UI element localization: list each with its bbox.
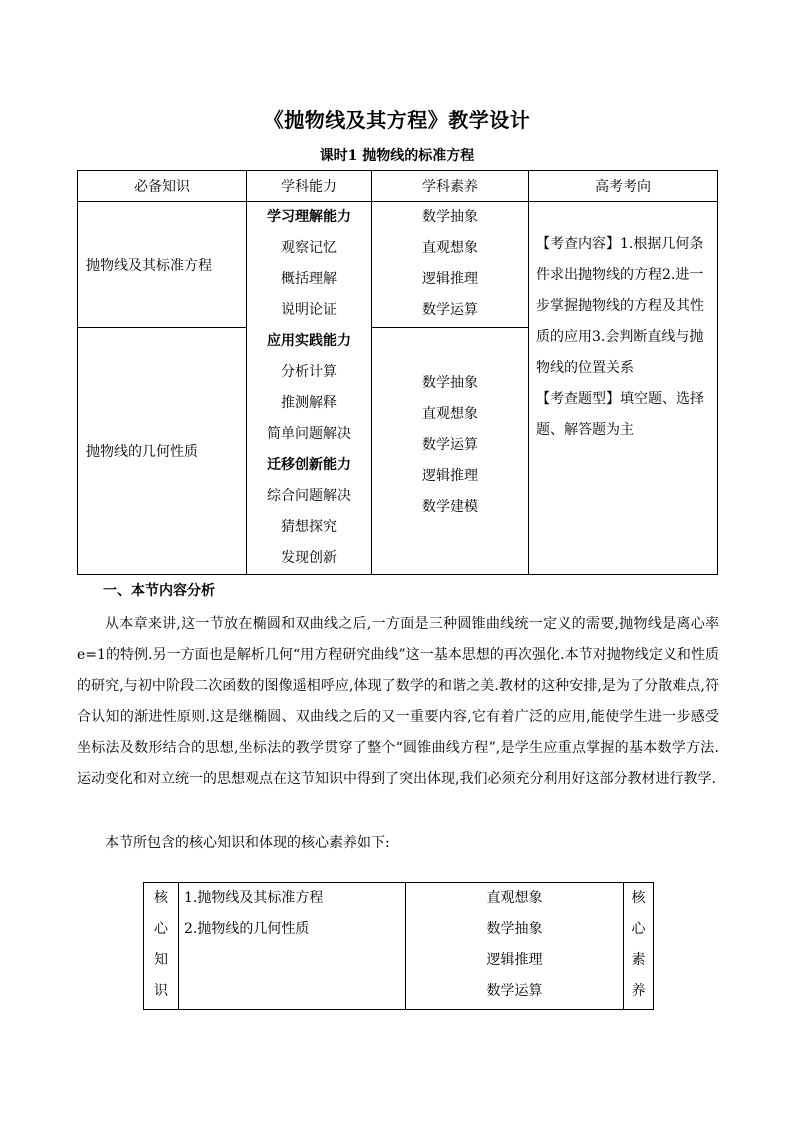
ability-item: 猜想探究 — [281, 519, 337, 535]
core-table — [143, 882, 654, 1010]
analysis-paragraph — [77, 609, 719, 795]
ability-item: 推测解释 — [281, 395, 337, 411]
exam-line: 题为主 — [592, 422, 634, 438]
label-char: 素 — [631, 952, 646, 968]
ability-item: 分析计算 — [281, 364, 337, 380]
exam-line: 线的方程 — [606, 267, 662, 283]
literacy-item: 直观想象 — [486, 890, 543, 906]
ability-item: 综合问题解决 — [267, 488, 351, 504]
label-char: 养 — [631, 983, 646, 999]
topic-cell: 抛物线及其标准方程 — [78, 202, 247, 328]
document-title: 《抛物线及其方程》教学设计 — [263, 108, 531, 132]
core-knowledge-list — [179, 883, 406, 1010]
table-header-row — [78, 171, 718, 202]
exam-line: 位置关系 — [578, 360, 634, 376]
ability-item: 观察记忆 — [281, 240, 337, 256]
ability-item: 应用实践能力 — [267, 333, 351, 349]
literacy-cell-2 — [372, 328, 529, 575]
literacy-item: 直观想象 — [422, 240, 478, 256]
literacy-item: 数学抽象 — [422, 375, 478, 391]
literacy-item: 数学抽象 — [486, 921, 543, 937]
literacy-item: 数学抽象 — [422, 209, 478, 225]
label-char: 心 — [631, 921, 646, 937]
literacy-item: 逻辑推理 — [486, 952, 543, 968]
ability-item: 发现创新 — [281, 550, 337, 566]
topic-cell: 抛物线的几何性质 — [78, 328, 247, 575]
literacy-item: 数学运算 — [422, 437, 478, 453]
header-exam: 高考考向 — [529, 171, 718, 202]
ability-item: 迁移创新能力 — [267, 457, 351, 473]
ability-item: 概括理解 — [281, 271, 337, 287]
label-char: 知 — [154, 952, 168, 968]
section-heading: 一、本节内容分析 — [103, 583, 215, 599]
label-char: 心 — [154, 921, 168, 937]
ability-item: 说明论证 — [281, 302, 337, 318]
literacy-item: 直观想象 — [422, 406, 478, 422]
literacy-cell-1 — [372, 202, 529, 328]
core-literacy-list — [406, 883, 624, 1010]
header-ability: 学科能力 — [247, 171, 372, 202]
paragraph-text: 从本章来讲,这一节放在椭圆和双曲线之后,一方面是三种圆锥曲线统一定义的需要,抛物线是离心率e=1的特例.另一方面也是解析几何“用方程研究曲线”这一基本思想的再次强化.本节对抛物线定义和性质的研究,与初中阶段二次函数的图像遥相呼应,体现了数学的和谐之美.教材的这种安排,是为了分散难点,符合认知的渐进性原则.这是继椭圆、双曲线之后的又一重要内容,它有着广泛的应用,能使学生进一步感受坐标法及数形结合的思想,坐标法的教学贯穿了整个“圆锥曲线方程”,是学生应重点掌握的基本数学方法.运动变化和对立统一的思想观点在这节知识中得到了突出体现,我们必须充分利用好这部分教材进行教学. — [77, 616, 719, 787]
exam-line: 3.会判断直线与抛物线的 — [536, 329, 704, 376]
literacy-item: 数学建模 — [422, 499, 478, 515]
label-char: 识 — [154, 983, 168, 999]
literacy-item: 逻辑推理 — [422, 468, 478, 484]
ability-item: 学习理解能力 — [267, 209, 351, 225]
exam-line: 2.进一步掌握抛物线的方 — [536, 267, 704, 314]
exam-line: 【考查题型】 — [536, 391, 620, 407]
knowledge-item: 2.抛物线的几何性质 — [184, 921, 310, 937]
literacy-item: 逻辑推理 — [422, 271, 478, 287]
intro-line: 本节所包含的核心知识和体现的核心素养如下: — [105, 835, 390, 851]
exam-line: 【考查内容】 — [536, 236, 620, 252]
exam-line: 程及其性质的应用 — [536, 298, 704, 345]
literacy-item: 数学运算 — [422, 302, 478, 318]
core-knowledge-label — [144, 883, 179, 1010]
header-knowledge: 必备知识 — [78, 171, 247, 202]
exam-line: 1.根据几何条件求出抛物 — [536, 236, 704, 283]
overview-table — [77, 170, 718, 575]
literacy-item: 数学运算 — [486, 983, 543, 999]
label-char: 核 — [631, 890, 646, 906]
exam-line: 填空题、选择题、解答 — [536, 391, 704, 438]
header-literacy: 学科素养 — [372, 171, 529, 202]
label-char: 核 — [154, 890, 168, 906]
core-literacy-label — [624, 883, 654, 1010]
abilities-cell — [247, 202, 372, 575]
knowledge-item: 1.抛物线及其标准方程 — [184, 890, 324, 906]
exam-direction-cell — [529, 202, 718, 575]
lesson-subtitle: 课时1 抛物线的标准方程 — [319, 148, 475, 164]
ability-item: 简单问题解决 — [267, 426, 351, 442]
